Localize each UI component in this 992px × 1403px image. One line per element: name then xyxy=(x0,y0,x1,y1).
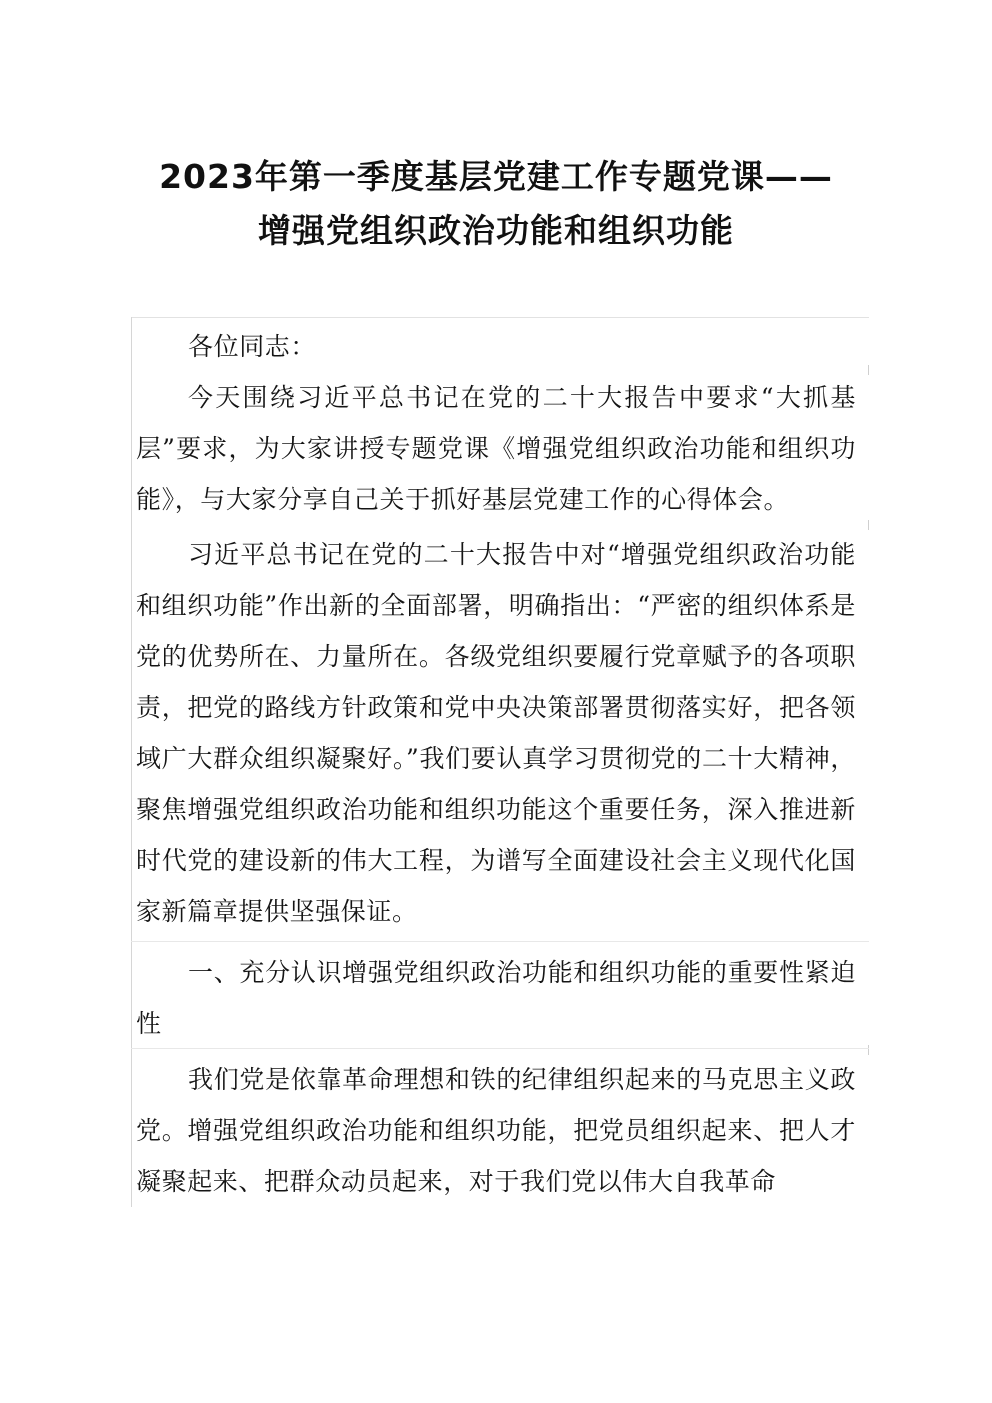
salutation: 各位同志： xyxy=(188,332,317,361)
frame-tick-mark xyxy=(868,365,869,375)
paragraph-report-quote: 习近平总书记在党的二十大报告中对“增强党组织政治功能和组织功能”作出新的全面部署，明确指出：“严密的组织体系是党的优势所在、力量所在。各级党组织要履行党章赋予的各项职责，把党的路线方针政策和党中央决策部署贯彻落实好，把各领域广大群众组织凝聚好。”我们要认真学习贯彻党的二十大精神，聚焦增强党组织政治功能和组织功能这个重要任务，深入推进新时代党的建设新的伟大工程，为谱写全面建设社会主义现代化国家新篇章提供坚强保证。 xyxy=(136,540,856,926)
frame-tick-mark xyxy=(868,1045,869,1055)
title-line-2: 增强党组织政治功能和组织功能 xyxy=(258,211,734,250)
paragraph-intro: 今天围绕习近平总书记在党的二十大报告中要求“大抓基层”要求，为大家讲授专题党课《增强党组织政治功能和组织功能》，与大家分享自己关于抓好基层党建工作的心得体会。 xyxy=(136,383,856,514)
frame-tick-mark xyxy=(868,520,869,530)
text-frame-top-border xyxy=(131,317,869,318)
section-divider xyxy=(131,1048,869,1049)
section-paragraph: 我们党是依靠革命理想和铁的纪律组织起来的马克思主义政党。增强党组织政治功能和组织功能，把党员组织起来、把人才凝聚起来、把群众动员起来，对于我们党以伟大自我革命 xyxy=(136,1065,856,1196)
section-divider xyxy=(131,941,869,942)
title-line-1: 2023年第一季度基层党建工作专题党课—— xyxy=(159,157,833,196)
text-frame-left-border xyxy=(131,317,132,1207)
section-heading: 一、充分认识增强党组织政治功能和组织功能的重要性紧迫性 xyxy=(136,958,856,1038)
document-title xyxy=(0,150,992,258)
